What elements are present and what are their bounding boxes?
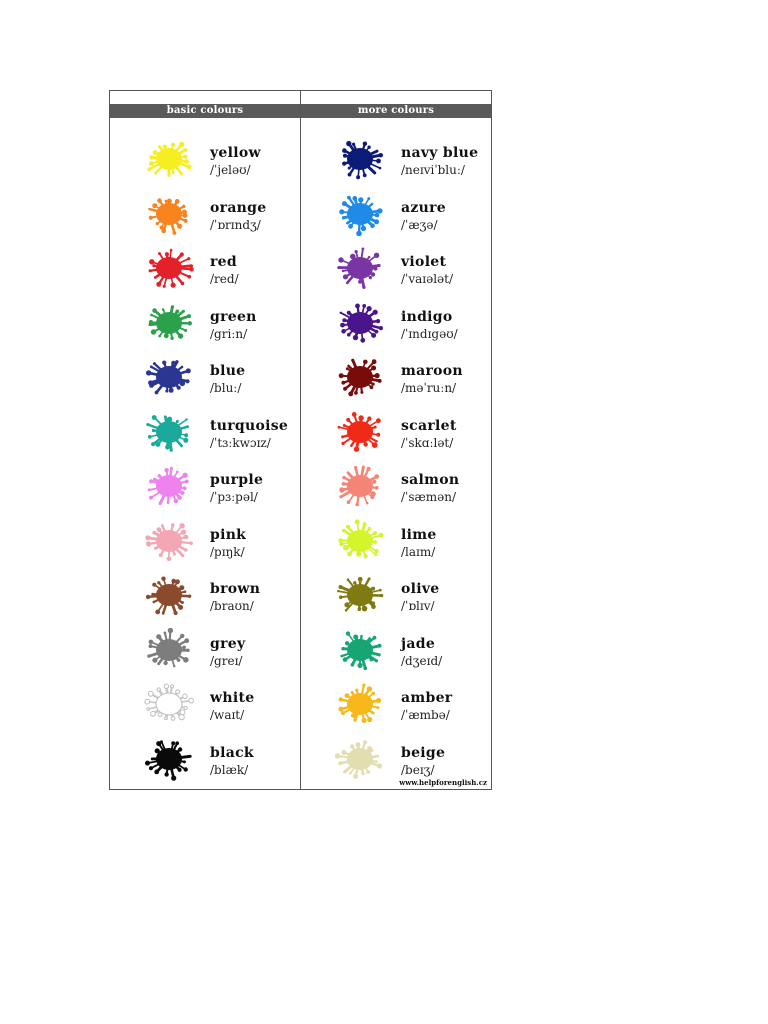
- basic-colours-header: basic colours: [110, 104, 300, 118]
- colour-entry: [301, 405, 491, 459]
- colour-entry: [301, 623, 491, 677]
- colour-entry: [301, 459, 491, 513]
- paint-splat-icon: [142, 192, 196, 236]
- colour-entry: [110, 350, 300, 404]
- paint-splat-icon: [142, 737, 196, 781]
- more-colours-column: [301, 91, 491, 789]
- colour-pronunciation: /məˈruːn/: [401, 381, 457, 395]
- colour-name: grey: [210, 635, 246, 652]
- colour-name: yellow: [210, 145, 261, 161]
- paint-splat-icon: [333, 682, 387, 726]
- colour-name: amber: [401, 690, 453, 706]
- colour-pronunciation: /ˈpɜːpəl/: [210, 490, 258, 504]
- colour-name: jade: [401, 635, 436, 652]
- colour-pronunciation: /griːn/: [210, 326, 248, 341]
- colour-pronunciation: /ˈɪndɪgəʊ/: [401, 326, 458, 341]
- more-colours-header: more colours: [301, 104, 491, 118]
- paint-splat-icon: [333, 464, 387, 508]
- colour-pronunciation: /ˈvaɪələt/: [401, 272, 454, 286]
- colour-name: turquoise: [210, 417, 289, 434]
- colour-name: navy blue: [401, 145, 479, 161]
- colour-pronunciation: /ˈæʒə/: [401, 217, 438, 232]
- colour-pronunciation: /ˈɒlɪv/: [401, 599, 435, 613]
- colour-pronunciation: /blæk/: [210, 762, 249, 777]
- paint-splat-icon: [142, 355, 196, 399]
- paint-splat-icon: [142, 628, 196, 672]
- colour-name: lime: [401, 526, 437, 543]
- colour-entry: [301, 132, 491, 186]
- colour-entry: [110, 459, 300, 513]
- colour-entry: [110, 732, 300, 786]
- colour-entry: [110, 187, 300, 241]
- colour-name: indigo: [401, 308, 453, 325]
- colour-entry: [110, 568, 300, 622]
- paint-splat-icon: [333, 737, 387, 781]
- colour-name: brown: [210, 581, 261, 597]
- colour-name: red: [210, 254, 237, 270]
- colour-entry: [110, 623, 300, 677]
- colour-name: olive: [401, 581, 440, 597]
- colour-pronunciation: /dʒeɪd/: [401, 653, 443, 668]
- colour-pronunciation: /ˈtɜːkwɔɪz/: [210, 435, 271, 450]
- colour-name: pink: [210, 526, 247, 543]
- colour-name: violet: [401, 254, 447, 270]
- paint-splat-icon: [142, 682, 196, 726]
- colour-entry: [301, 677, 491, 731]
- paint-splat-icon: [333, 137, 387, 181]
- paint-splat-icon: [333, 192, 387, 236]
- colour-name: beige: [401, 744, 446, 761]
- colour-pronunciation: /laɪm/: [401, 544, 436, 559]
- colour-pronunciation: /red/: [210, 272, 239, 286]
- paint-splat-icon: [333, 628, 387, 672]
- colour-entry: [301, 187, 491, 241]
- website-credit: www.helpforenglish.cz: [399, 778, 487, 787]
- colour-pronunciation: /ˈskɑːlət/: [401, 435, 454, 450]
- paint-splat-icon: [142, 410, 196, 454]
- paint-splat-icon: [142, 137, 196, 181]
- colour-name: azure: [401, 199, 446, 216]
- colour-entry: [301, 241, 491, 295]
- colour-entry: [301, 514, 491, 568]
- colour-name: white: [210, 690, 255, 706]
- paint-splat-icon: [333, 573, 387, 617]
- colour-name: blue: [210, 363, 246, 379]
- colour-entry: [110, 241, 300, 295]
- paint-splat-icon: [142, 464, 196, 508]
- colour-name: scarlet: [401, 417, 457, 434]
- colour-pronunciation: /ˈsæmən/: [401, 490, 457, 504]
- colour-entry: [301, 568, 491, 622]
- colour-name: purple: [210, 472, 264, 488]
- colour-pronunciation: /ˈæmbə/: [401, 708, 450, 722]
- colour-pronunciation: /braʊn/: [210, 599, 254, 613]
- paint-splat-icon: [142, 573, 196, 617]
- colour-pronunciation: /beɪʒ/: [401, 762, 435, 777]
- colour-name: maroon: [401, 363, 463, 379]
- colour-entry: [110, 296, 300, 350]
- colour-pronunciation: /neɪviˈbluː/: [401, 163, 465, 177]
- colour-entry: [110, 514, 300, 568]
- paint-splat-icon: [333, 410, 387, 454]
- colour-entry: [110, 405, 300, 459]
- paint-splat-icon: [333, 301, 387, 345]
- colour-entry: [301, 296, 491, 350]
- colour-pronunciation: /pɪŋk/: [210, 544, 245, 559]
- colour-pronunciation: /bluː/: [210, 381, 242, 395]
- paint-splat-icon: [333, 246, 387, 290]
- colour-name: salmon: [401, 472, 460, 488]
- paint-splat-icon: [142, 301, 196, 345]
- paint-splat-icon: [333, 355, 387, 399]
- colours-chart: [109, 90, 492, 790]
- paint-splat-icon: [142, 519, 196, 563]
- colour-entry: [110, 132, 300, 186]
- colour-name: green: [210, 308, 257, 325]
- colour-pronunciation: /ˈɒrɪndʒ/: [210, 217, 261, 232]
- colour-name: black: [210, 744, 254, 761]
- colour-pronunciation: /waɪt/: [210, 708, 245, 722]
- colour-pronunciation: /ˈjeləʊ/: [210, 163, 251, 177]
- basic-colours-column: [110, 91, 301, 789]
- paint-splat-icon: [333, 519, 387, 563]
- colour-name: orange: [210, 199, 267, 216]
- colour-entry: [110, 677, 300, 731]
- colour-entry: [301, 350, 491, 404]
- paint-splat-icon: [142, 246, 196, 290]
- colour-pronunciation: /greɪ/: [210, 653, 243, 668]
